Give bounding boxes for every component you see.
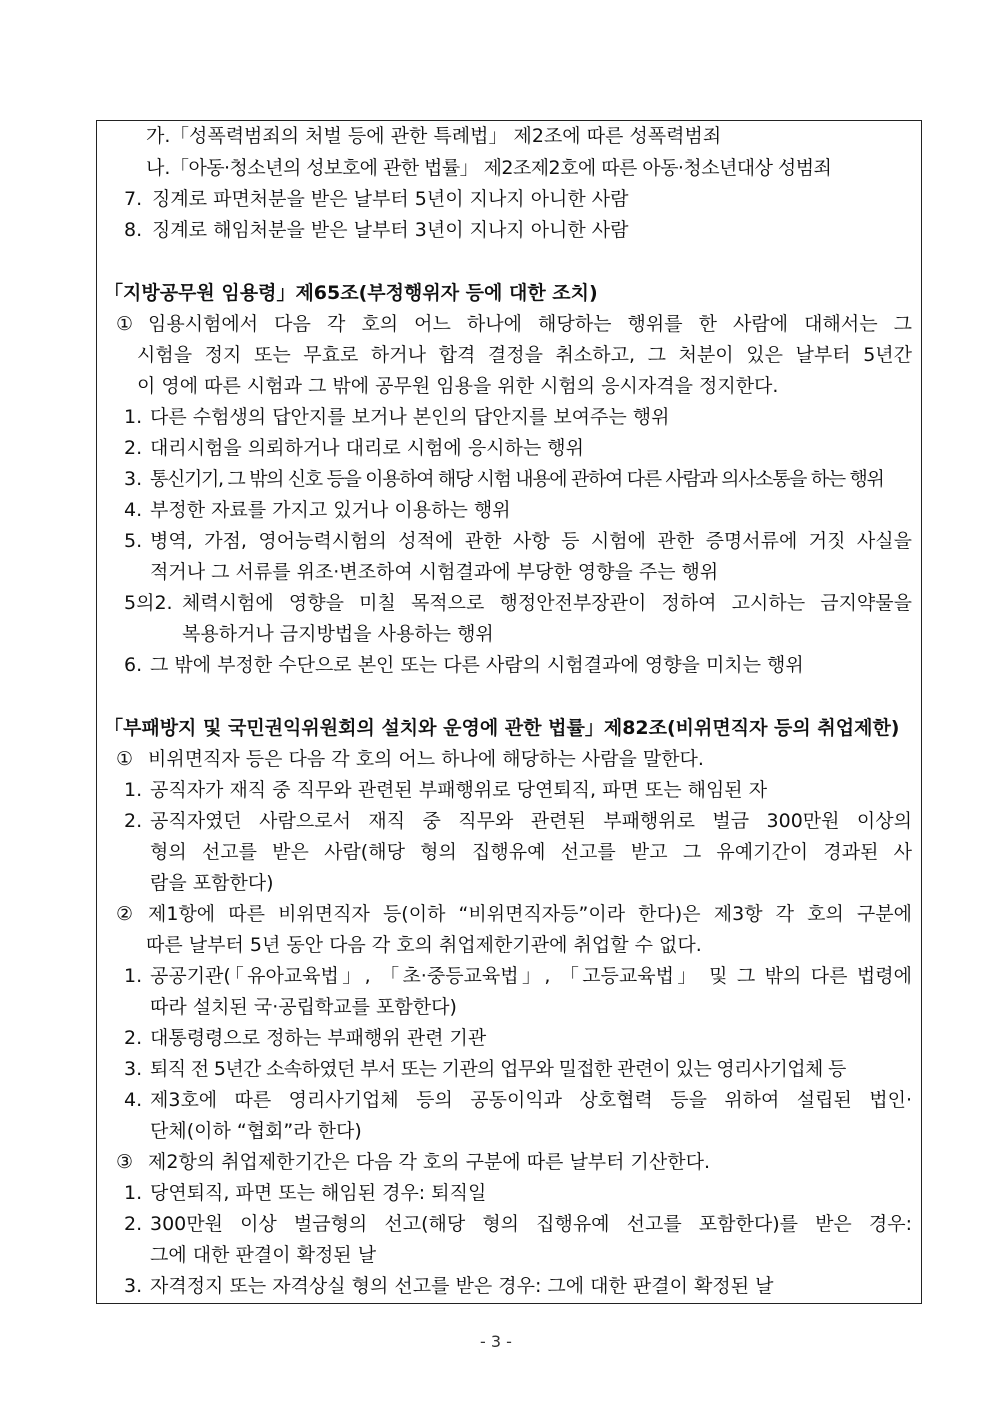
list-item: 3. 자격정지 또는 자격상실 형의 선고를 받은 경우: 그에 대한 판결이 확정된 날 bbox=[124, 1275, 774, 1297]
paragraph-line: 이 영에 따른 시험과 그 밖에 공무원 임용을 위한 시험의 응시자격을 정지한다. bbox=[137, 375, 779, 397]
list-item: 2. 대리시험을 의뢰하거나 대리로 시험에 응시하는 행위 bbox=[124, 437, 584, 459]
list-item: 1. 다른 수험생의 답안지를 보거나 본인의 답안지를 보여주는 행위 bbox=[124, 406, 670, 428]
section-heading: 「지방공무원 임용령」제65조(부정행위자 등에 대한 조치) bbox=[104, 282, 598, 304]
paragraph-line: 따른 날부터 5년 동안 다음 각 호의 취업제한기관에 취업할 수 없다. bbox=[146, 934, 702, 956]
list-item: 3. 통신기기, 그 밖의 신호 등을 이용하여 해당 시험 내용에 관하여 다른 사람과 의사소통을 하는 행위 bbox=[124, 468, 884, 490]
list-item: 6. 그 밖에 부정한 수단으로 본인 또는 다른 사람의 시험결과에 영향을 미치는 행위 bbox=[124, 654, 804, 676]
list-item: 4. 제3호에 따른 영리사기업체 등의 공동이익과 상호협력 등을 위하여 설립된 법인· bbox=[124, 1089, 912, 1111]
paragraph-line: ① 비위면직자 등은 다음 각 호의 어느 하나에 해당하는 사람을 말한다. bbox=[116, 748, 704, 770]
list-item: 8. 징계로 해임처분을 받은 날부터 3년이 지나지 아니한 사람 bbox=[124, 219, 629, 241]
list-item: 5의2. 체력시험에 영향을 미칠 목적으로 행정안전부장관이 정하여 고시하는 금지약물을 bbox=[124, 592, 912, 614]
list-item: 나. 「아동·청소년의 성보호에 관한 법률」 제2조제2호에 따른 아동·청소년대상 성범죄 bbox=[146, 157, 832, 179]
list-item: 5. 병역, 가점, 영어능력시험의 성적에 관한 사항 등 시험에 관한 증명서류에 거짓 사실을 bbox=[124, 530, 912, 552]
paragraph-line: ② 제1항에 따른 비위면직자 등(이하 “비위면직자등”이라 한다)은 제3항 각 호의 구분에 bbox=[116, 903, 912, 925]
list-item: 1. 공직자가 재직 중 직무와 관련된 부패행위로 당연퇴직, 파면 또는 해임된 자 bbox=[124, 779, 768, 801]
list-item: 7. 징계로 파면처분을 받은 날부터 5년이 지나지 아니한 사람 bbox=[124, 188, 629, 210]
list-item-continuation: 람을 포함한다) bbox=[150, 872, 274, 894]
list-item: 2. 대통령령으로 정하는 부패행위 관련 기관 bbox=[124, 1027, 487, 1049]
section-heading: 「부패방지 및 국민권익위원회의 설치와 운영에 관한 법률」 제82조(비위면직자 등의 취업제한) bbox=[104, 717, 900, 739]
page-number: - 3 - bbox=[480, 1332, 512, 1351]
list-item-continuation: 따라 설치된 국·공립학교를 포함한다) bbox=[150, 996, 457, 1018]
paragraph-line: 시험을 정지 또는 무효로 하거나 합격 결정을 취소하고, 그 처분이 있은 날부터 5년간 bbox=[137, 344, 912, 366]
paragraph-line: ③ 제2항의 취업제한기간은 다음 각 호의 구분에 따른 날부터 기산한다. bbox=[116, 1151, 711, 1173]
list-item: 2. 공직자였던 사람으로서 재직 중 직무와 관련된 부패행위로 벌금 300만원 이상의 bbox=[124, 810, 912, 832]
list-item-continuation: 단체(이하 “협회”라 한다) bbox=[150, 1120, 362, 1142]
list-item: 3. 퇴직 전 5년간 소속하였던 부서 또는 기관의 업무와 밀접한 관련이 있는 영리사기업체 등 bbox=[124, 1058, 846, 1080]
list-item-continuation: 복용하거나 금지방법을 사용하는 행위 bbox=[182, 623, 494, 645]
list-item-continuation: 형의 선고를 받은 사람(해당 형의 집행유예 선고를 받고 그 유예기간이 경과된 사 bbox=[150, 841, 912, 863]
list-item: 1. 당연퇴직, 파면 또는 해임된 경우: 퇴직일 bbox=[124, 1182, 487, 1204]
paragraph-line: ① 임용시험에서 다음 각 호의 어느 하나에 해당하는 행위를 한 사람에 대해서는 그 bbox=[116, 313, 912, 335]
list-item-continuation: 적거나 그 서류를 위조·변조하여 시험결과에 부당한 영향을 주는 행위 bbox=[150, 561, 719, 583]
list-item: 2. 300만원 이상 벌금형의 선고(해당 형의 집행유예 선고를 포함한다)를 받은 경우: bbox=[124, 1213, 912, 1235]
list-item: 4. 부정한 자료를 가지고 있거나 이용하는 행위 bbox=[124, 499, 511, 521]
list-item: 1. 공공기관(「유아교육법」, 「초·중등교육법」, 「고등교육법」 및 그 밖의 다른 법령에 bbox=[124, 965, 912, 987]
list-item-continuation: 그에 대한 판결이 확정된 날 bbox=[150, 1244, 377, 1266]
list-item: 가. 「성폭력범죄의 처벌 등에 관한 특례법」 제2조에 따른 성폭력범죄 bbox=[146, 125, 722, 147]
